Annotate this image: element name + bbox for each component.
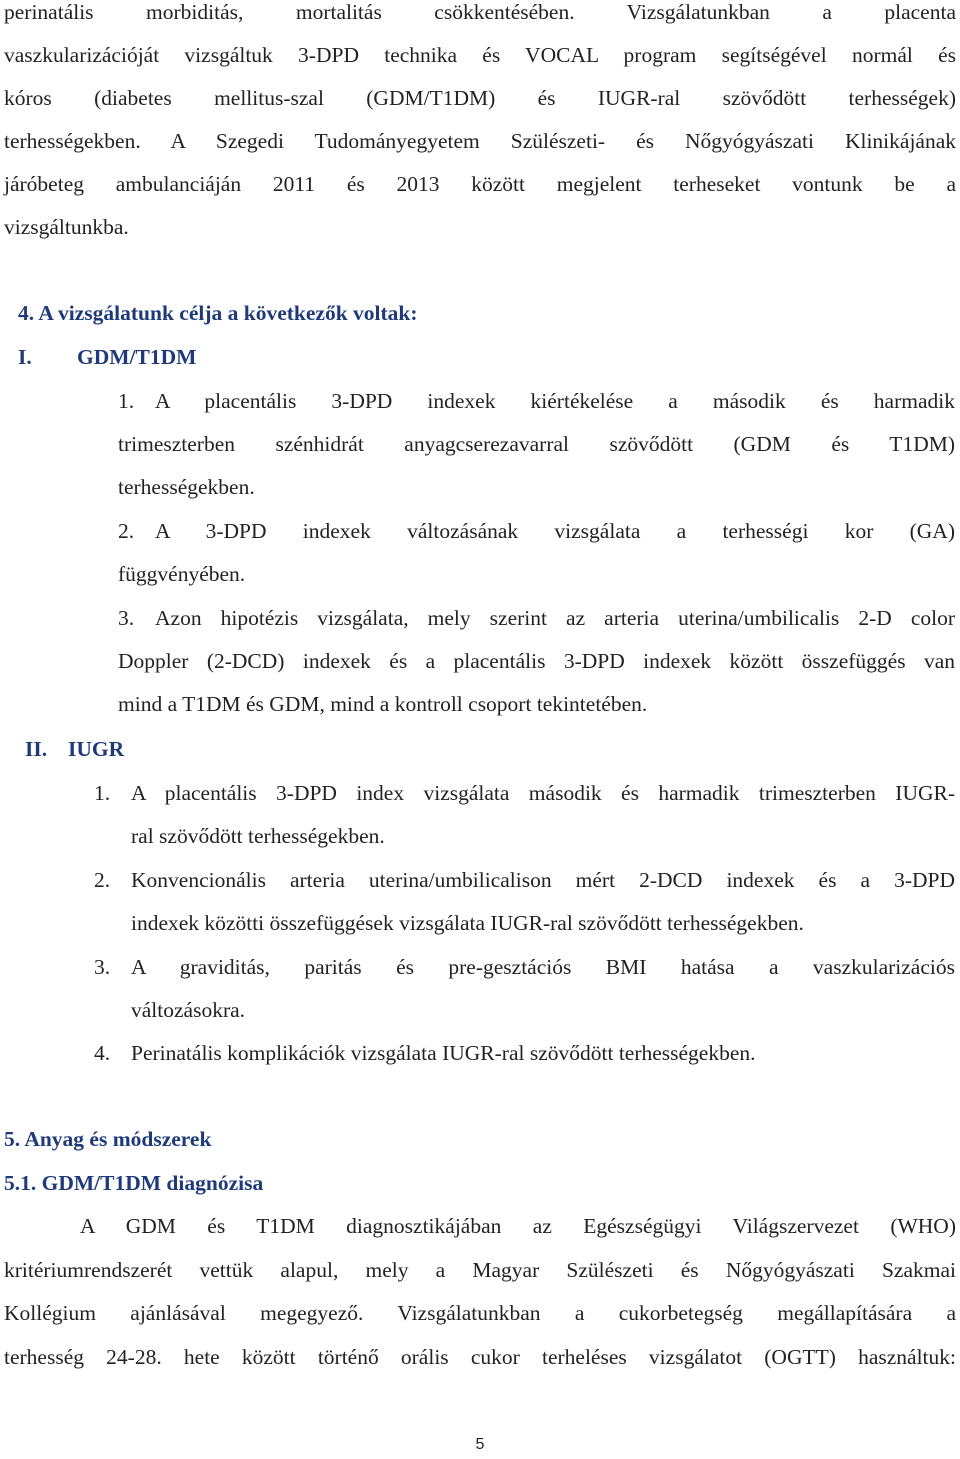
group-2-title: IUGR — [68, 737, 125, 761]
page-number: 5 — [475, 1436, 485, 1453]
g2-item-1-line-2: ral szövődött terhességekben. — [131, 824, 385, 848]
g1-item-1-line-1: A placentális 3-DPD indexek kiértékelése a második és harmadik — [155, 389, 955, 413]
g1-item-2-line-2: függvényében. — [118, 562, 246, 586]
g1-item-3-number: 3. — [118, 606, 135, 630]
intro-line-6: vizsgáltunkba. — [4, 215, 129, 239]
g1-item-3-line-1: Azon hipotézis vizsgálata, mely szerint az arteria uterina/umbilicalis 2-D color — [155, 606, 955, 630]
g2-item-3-line-2: változásokra. — [131, 998, 246, 1022]
g2-item-2-line-2: indexek közötti összefüggések vizsgálata IUGR-ral szövődött terhességekben. — [131, 911, 804, 935]
intro-line-4: terhességekben. A Szegedi Tudományegyetem Szülészeti- és Nőgyógyászati Klinikájának — [4, 129, 956, 153]
section-heading-4: 4. A vizsgálatunk célja a következők voltak: — [18, 301, 418, 325]
s51-line-1: A GDM és T1DM diagnosztikájában az Egészségügyi Világszervezet (WHO) — [80, 1214, 956, 1238]
g1-item-2-number: 2. — [118, 519, 135, 543]
g2-item-4-line-1: Perinatális komplikációk vizsgálata IUGR-ral szövődött terhességekben. — [131, 1041, 756, 1065]
g2-item-2-line-1: Konvencionális arteria uterina/umbilicalison mért 2-DCD indexek és a 3-DPD — [131, 868, 955, 892]
s51-line-2: kritériumrendszerét vettük alapul, mely a Magyar Szülészeti és Nőgyógyászati Szakmai — [4, 1258, 956, 1282]
intro-line-3: kóros (diabetes mellitus-szal (GDM/T1DM) és IUGR-ral szövődött terhességek) — [4, 86, 956, 110]
g1-item-1-number: 1. — [118, 389, 135, 413]
g2-item-4-number: 4. — [94, 1041, 111, 1065]
s51-line-3: Kollégium ajánlásával megegyező. Vizsgálatunkban a cukorbetegség megállapítására a — [4, 1301, 956, 1325]
intro-line-1: perinatális morbiditás, mortalitás csökkentésében. Vizsgálatunkban a placenta — [4, 0, 956, 24]
g1-item-3-line-3: mind a T1DM és GDM, mind a kontroll csoport tekintetében. — [118, 692, 648, 716]
s51-line-4: terhesség 24-28. hete között történő orális cukor terheléses vizsgálatot (OGTT) használtuk: — [4, 1345, 956, 1369]
g1-item-1-line-2: trimeszterben szénhidrát anyagcserezavarral szövődött (GDM és T1DM) — [118, 432, 955, 456]
group-1-numeral: I. — [18, 345, 32, 369]
section-heading-5: 5. Anyag és módszerek — [4, 1127, 212, 1151]
intro-line-2: vaszkularizációját vizsgáltuk 3-DPD technika és VOCAL program segítségével normál és — [4, 43, 956, 67]
g1-item-3-line-2: Doppler (2-DCD) indexek és a placentális 3-DPD indexek között összefüggés van — [118, 649, 955, 673]
group-1-title: GDM/T1DM — [77, 345, 197, 369]
g2-item-1-number: 1. — [94, 781, 111, 805]
g2-item-3-number: 3. — [94, 955, 111, 979]
g2-item-3-line-1: A graviditás, paritás és pre-gesztációs BMI hatása a vaszkularizációs — [131, 955, 955, 979]
intro-line-5: járóbeteg ambulanciáján 2011 és 2013 között megjelent terheseket vontunk be a — [4, 172, 956, 196]
g2-item-1-line-1: A placentális 3-DPD index vizsgálata második és harmadik trimeszterben IUGR- — [131, 781, 955, 805]
g1-item-1-line-3: terhességekben. — [118, 475, 255, 499]
group-2-numeral: II. — [25, 737, 48, 761]
g2-item-2-number: 2. — [94, 868, 111, 892]
section-heading-5-1: 5.1. GDM/T1DM diagnózisa — [4, 1171, 264, 1195]
g1-item-2-line-1: A 3-DPD indexek változásának vizsgálata a terhességi kor (GA) — [155, 519, 955, 543]
